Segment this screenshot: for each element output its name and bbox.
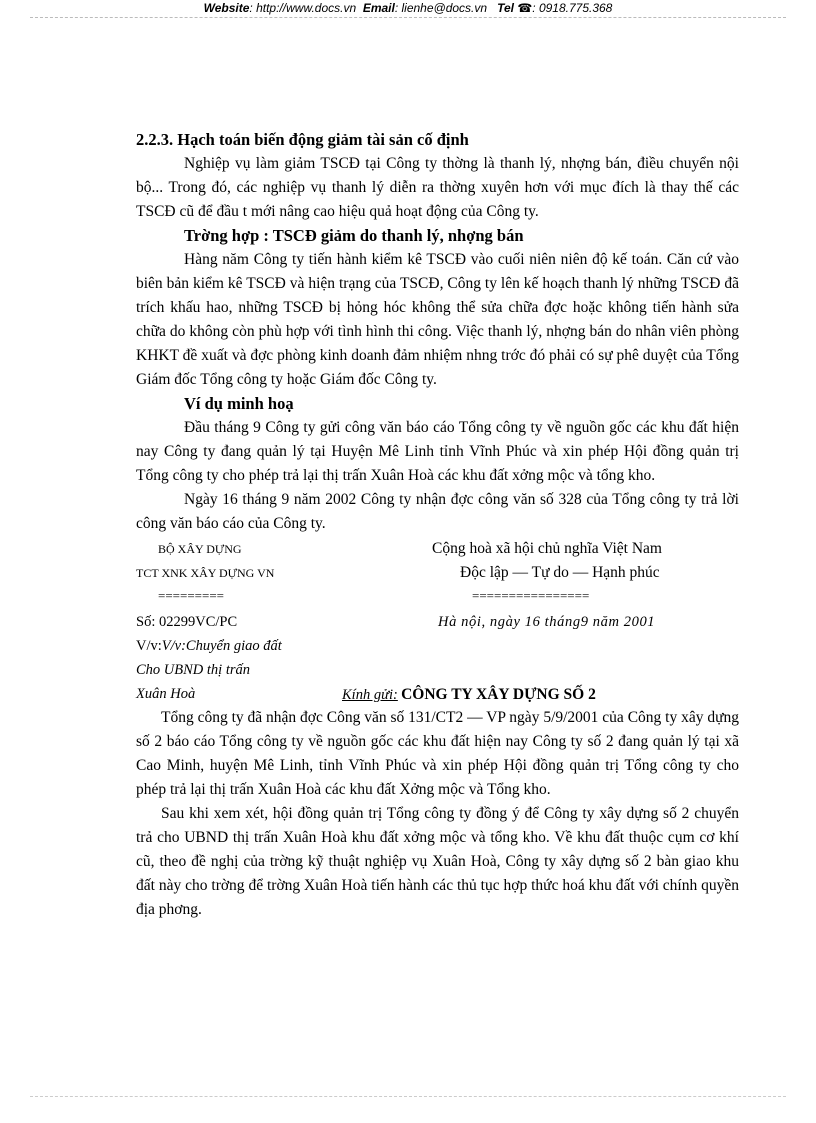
paragraph-4: Ngày 16 tháng 9 năm 2002 Công ty nhận đợc công văn số 328 của Tổng công ty trả lời công văn báo cáo của Công ty. bbox=[136, 491, 739, 532]
letter-subject-1: V/v:Chuyển giao đất bbox=[161, 638, 282, 654]
letter-republic: Cộng hoà xã hội chủ nghĩa Việt Nam bbox=[432, 540, 662, 557]
letter-subject-3: Xuân Hoà bbox=[136, 686, 196, 702]
document-body bbox=[136, 128, 739, 922]
paragraph-5: Tổng công ty đã nhận đợc Công văn số 131/CT2 — VP ngày 5/9/2001 của Công ty xây dựng số 2 báo cáo Tổng công ty về nguồn gốc các khu đất hiện nay Công ty số 2 đang quản lý tại xã Cao Minh, huyện Mê Linh, tỉnh Vĩnh Phúc và xin phép Hội đồng quản trị Tổng công ty cho phép trả lại thị trấn Xuân Hoà các khu đất Xởng mộc và Tổng kho. bbox=[136, 709, 739, 798]
page-header bbox=[0, 0, 816, 18]
paragraph-3: Đầu tháng 9 Công ty gửi công văn báo cáo Tổng công ty về nguồn gốc các khu đất hiện nay Công ty đang quản lý tại Huyện Mê Linh tỉnh Vĩnh Phúc và xin phép Hội đồng quản trị Tổng công ty cho phép trả lại thị trấn Xuân Hoà các khu đất xởng mộc và tổng kho. bbox=[136, 419, 739, 484]
letter-org-2: TCT XNK XÂY DỰNG VN bbox=[136, 566, 275, 580]
phone-icon: ☎ bbox=[517, 1, 533, 15]
email-value: : lienhe@docs.vn bbox=[394, 1, 488, 15]
letter-date: Hà nội, ngày 16 tháng9 năm 2001 bbox=[438, 614, 656, 630]
letter-number: Số: 02299VC/PC bbox=[136, 614, 238, 630]
footer-divider bbox=[30, 1096, 786, 1097]
paragraph-2: Hàng năm Công ty tiến hành kiểm kê TSCĐ vào cuối niên niên độ kế toán. Căn cứ vào biên bản kiểm kê TSCĐ và hiện trạng của TSCĐ, Công ty lên kế hoạch thanh lý những TSCĐ đã trích khấu hao, những TSCĐ bị hỏng hóc không thể sửa chữa đợc hoặc không tiến hành sửa chữa do không còn phù hợp với tình hình thi công. Việc thanh lý, nhợng bán do nhân viên phòng KHKT đề xuất và đợc phòng kinh doanh đảm nhiệm nhng trớc đó phải có sự phê duyệt của Tổng Giám đốc Tổng công ty hoặc Giám đốc Công ty. bbox=[136, 251, 739, 388]
tel-label: Tel bbox=[497, 1, 514, 15]
letter-recipient bbox=[342, 686, 596, 704]
paragraph-1: Nghiệp vụ làm giảm TSCĐ tại Công ty thờng là thanh lý, nhợng bán, điều chuyển nội bộ... Trong đó, các nghiệp vụ thanh lý diễn ra thờng xuyên hơn với mục đích là thay thế các TSCĐ cũ để đầu t mới nâng cao hiệu quả hoạt động của Công ty. bbox=[136, 155, 739, 220]
subheading-case: Trờng hợp : TSCĐ giảm do thanh lý, nhợng bán bbox=[184, 226, 524, 245]
official-letter-header bbox=[136, 536, 739, 706]
letter-to-label: Kính gửi: bbox=[342, 687, 398, 703]
letter-org-1: BỘ XÂY DỰNG bbox=[158, 542, 242, 556]
letter-subject-2: Cho UBND thị trấn bbox=[136, 662, 250, 678]
header-divider bbox=[30, 17, 786, 18]
letter-subject-line: V/v:V/v:Chuyển giao đất bbox=[136, 638, 282, 654]
website-label: Website bbox=[203, 1, 250, 15]
paragraph-6: Sau khi xem xét, hội đồng quản trị Tổng công ty đồng ý để Công ty xây dựng số 2 chuyển trả cho UBND thị trấn Xuân Hoà khu đất xởng mộc và tổng kho. Về khu đất thuộc cụm cơ khí cũ, theo đề nghị của trờng kỹ thuật nghiệp vụ Xuân Hoà, Công ty xây dựng số 2 bàn giao khu đất này cho trờng để trờng Xuân Hoà tiến hành các thủ tục hợp thức hoá khu đất với chính quyền địa phơng. bbox=[136, 805, 739, 918]
website-value: : http://www.docs.vn bbox=[249, 1, 357, 15]
subheading-example: Ví dụ minh hoạ bbox=[184, 394, 294, 413]
letter-rule-left: ========= bbox=[158, 588, 224, 603]
letter-rule-right: ================ bbox=[472, 588, 590, 603]
section-title: 2.2.3. Hạch toán biến động giảm tài sản cố định bbox=[136, 130, 469, 149]
letter-motto: Độc lập — Tự do — Hạnh phúc bbox=[460, 564, 660, 581]
tel-value: : 0918.775.368 bbox=[532, 1, 613, 15]
email-label: Email bbox=[362, 1, 395, 15]
letter-to-value: CÔNG TY XÂY DỰNG SỐ 2 bbox=[401, 686, 596, 703]
